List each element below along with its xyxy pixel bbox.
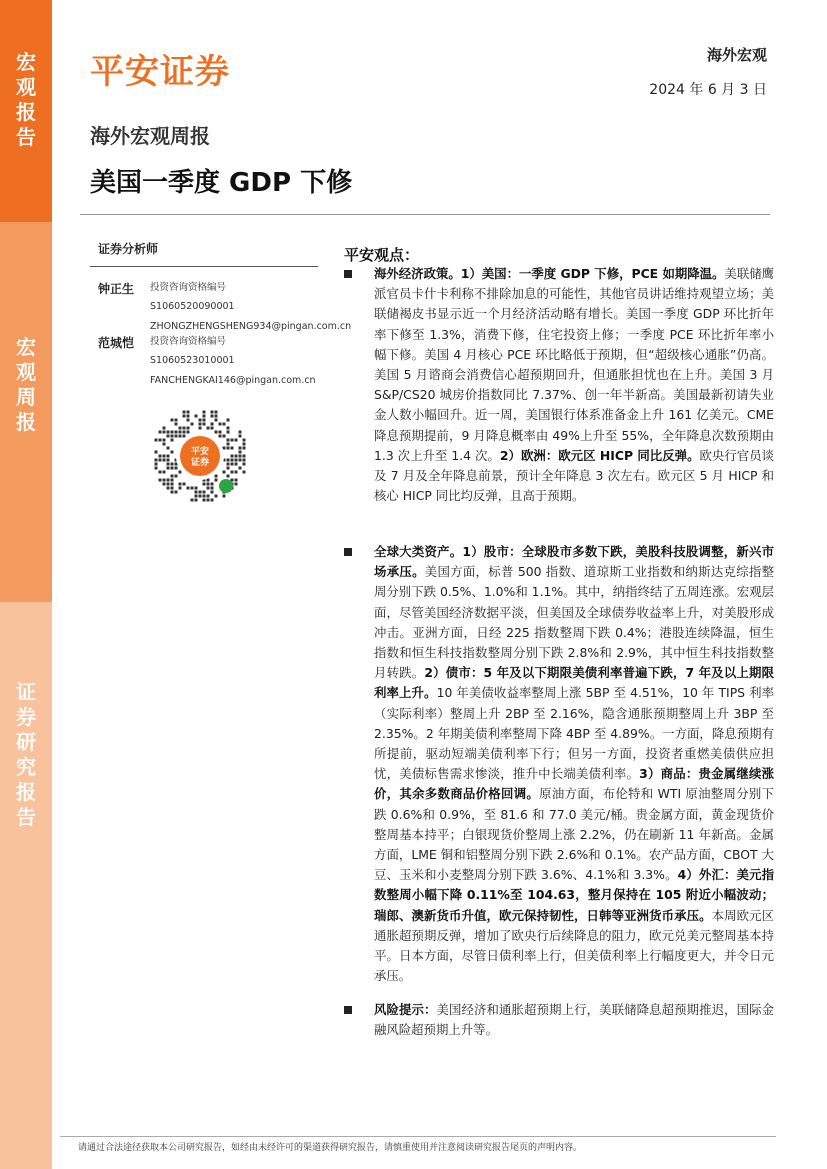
sidebar-char: 告 <box>16 125 36 149</box>
sidebar-report-class <box>0 602 52 1169</box>
sidebar-char: 研 <box>16 730 36 754</box>
qr-logo-line1: 平安 <box>190 447 210 457</box>
analyst-name: 钟正生 <box>98 282 135 296</box>
section-risk <box>374 1000 774 1040</box>
sidebar-char: 周 <box>16 385 36 409</box>
analyst-email[interactable]: ZHONGZHENGSHENG934@pingan.com.cn <box>150 321 352 332</box>
section-lead: 全球大类资产。1）股市：全球股市多数下跌，美股科技股调整，新兴市场承压。 <box>374 544 774 580</box>
sidebar-char: 报 <box>16 410 36 434</box>
analyst-cert-label: 投资咨询资格编号 <box>150 282 227 293</box>
section-text: 美国经济和通胀超预期上行，美联储降息超预期推迟，国际金融风险超预期上升等。 <box>374 1002 775 1038</box>
report-title: 美国一季度 GDP 下修 <box>90 168 353 198</box>
section-lead: 2）债市：5 年及以下期限美债利率普遍下跌，7 年及以上期限利率上升。 <box>374 665 774 701</box>
footer-disclaimer: 请通过合法途径获取本公司研究报告，如经由未经许可的渠道获得研究报告，请慎重使用并注意阅读研究报告尾页的声明内容。 <box>78 1143 583 1153</box>
sidebar-report-series <box>0 222 52 602</box>
section-global-assets <box>374 542 774 986</box>
sidebar-char: 报 <box>16 100 36 124</box>
sidebar-char: 究 <box>16 755 36 779</box>
sidebar-char: 证 <box>16 680 36 704</box>
section-text: 美联储鹰派官员卡什卡利称不排除加息的可能性，其他官员讲话维持观望立场；美联储褐皮书显示近一个月经济活动略有增长。美国一季度 GDP 环比折年率下修至 1.3%，消费下修，住宅投资上修；一季度 PCE 环比折年率小幅下修。美国 4 月核心 PCE 环比略低于预期，但“超级核心通胀”仍高。美国 5 月谘商会消费信心超预期回升，但通胀担忧也在上升。美国 3 月 S&P/CS20 城房价指数同比 7.37%、创一年半新高。美国最新初请失业金人数小幅回升。近一周，美国银行体系准备金上升 161 亿美元。CME 降息预期提前，9 月降息概率由 49%上升至 55%，全年降息次数预期由 1.3 次上升至 1.4 次。 <box>374 266 774 463</box>
section-lead: 风险提示： <box>374 1002 437 1017</box>
section-text: 原油方面，布伦特和 WTI 原油整周分别下跌 0.6%和 0.9%，至 81.6 和 77.0 美元/桶。贵金属方面，黄金现货价整周基本持平；白银现货价整周上涨 2.2%，仍在刷新 11 年新高。金属方面，LME 铜和铝整周分别下跌 2.6%和 0.1%。农产品方面，CBOT 大豆、玉米和小麦整周分别下跌 3.6%、4.1%和 3.3%。 <box>374 786 775 883</box>
section-macro-policy <box>374 264 774 506</box>
section-lead: 4）外汇：美元指数整周小幅下降 0.11%至 104.63，整月保持在 105 附近小幅波动；瑞郎、澳新货币升值，欧元保持韧性，日韩等亚洲货币承压。 <box>374 867 774 923</box>
sidebar-char: 告 <box>16 805 36 829</box>
section-text: 欧央行官员谈及 7 月及全年降息前景，预计全年降息 3 次左右。欧元区 5 月 HICP 和核心 HICP 同比均反弹，且高于预期。 <box>374 447 775 504</box>
sidebar-char: 观 <box>16 360 36 384</box>
section-text: 美国方面，标普 500 指数、道琼斯工业指数和纳斯达克综指整周分别下跌 0.5%、1.0%和 1.1%。其中，纳指终结了五周连涨。宏观层面，尽管美国经济数据平淡，但美国及全球债券收益率上升，对美股形成冲击。亚洲方面，日经 225 指数整周下跌 0.4%；港股连续降温，恒生指数和恒生科技指数整周分别下跌 2.8%和 2.9%，其中恒生科技指数整月转跌。 <box>374 564 774 681</box>
sidebar-char: 宏 <box>16 335 36 359</box>
company-logo <box>90 44 230 93</box>
sidebar-report-type <box>0 0 52 222</box>
section-text: 10 年美债收益率整周上涨 5BP 至 4.51%，10 年 TIPS 利率（实际利率）整周上升 2BP 至 2.16%，隐含通胀预期整周上升 3BP 至 2.35%。2 年期美债利率整周下降 4BP 至 4.89%。一方面，降息预期有所提前，驱动短端美债利率下行；但另一方面，投资者重燃美债供应担忧，美债标售需求惨淡，推升中长端美债利率。 <box>374 685 775 782</box>
analyst-email[interactable]: FANCHENGKAI146@pingan.com.cn <box>150 375 316 386</box>
section-lead: 2）欧洲：欧元区 HICP 同比反弹。 <box>499 447 700 463</box>
header-divider <box>80 214 770 215</box>
qr-code-icon <box>148 404 252 508</box>
sidebar-char: 报 <box>16 780 36 804</box>
report-series: 海外宏观周报 <box>90 124 210 148</box>
wechat-qr-code <box>148 404 252 508</box>
section-lead: 3）商品：贵金属继续涨价，其余多数商品价格回调。 <box>374 766 774 802</box>
sidebar-char: 券 <box>16 705 36 729</box>
bullet-icon <box>344 270 352 278</box>
header-meta <box>649 44 767 99</box>
logo-text: 平安证券 <box>90 52 230 92</box>
bullet-icon <box>344 1006 352 1014</box>
analyst-heading: 证券分析师 <box>98 242 159 256</box>
sidebar <box>0 0 52 1169</box>
analyst-cert-number: S1060520090001 <box>150 301 235 312</box>
section-text: 本周欧元区通胀超预期反弹，增加了欧央行后续降息的阻力，欧元兑美元整周基本持平。日本方面，尽管日债利率上行，但美债利率上行幅度更大，并令日元承压。 <box>374 907 775 984</box>
analyst-name: 范城恺 <box>98 336 135 350</box>
report-date: 2024 年 6 月 3 日 <box>649 82 767 98</box>
sidebar-char: 观 <box>16 75 36 99</box>
footer-divider <box>60 1136 776 1137</box>
report-category: 海外宏观 <box>706 46 767 64</box>
bullet-icon <box>344 548 352 556</box>
analyst-cert-number: S1060523010001 <box>150 355 235 366</box>
sidebar-char: 宏 <box>16 50 36 74</box>
viewpoints-heading: 平安观点： <box>344 246 420 264</box>
analyst-cert-label: 投资咨询资格编号 <box>150 336 227 347</box>
qr-logo-line2: 证券 <box>190 458 210 468</box>
section-lead: 海外经济政策。1）美国：一季度 GDP 下修，PCE 如期降温。 <box>374 266 725 281</box>
analyst-divider <box>90 266 318 267</box>
